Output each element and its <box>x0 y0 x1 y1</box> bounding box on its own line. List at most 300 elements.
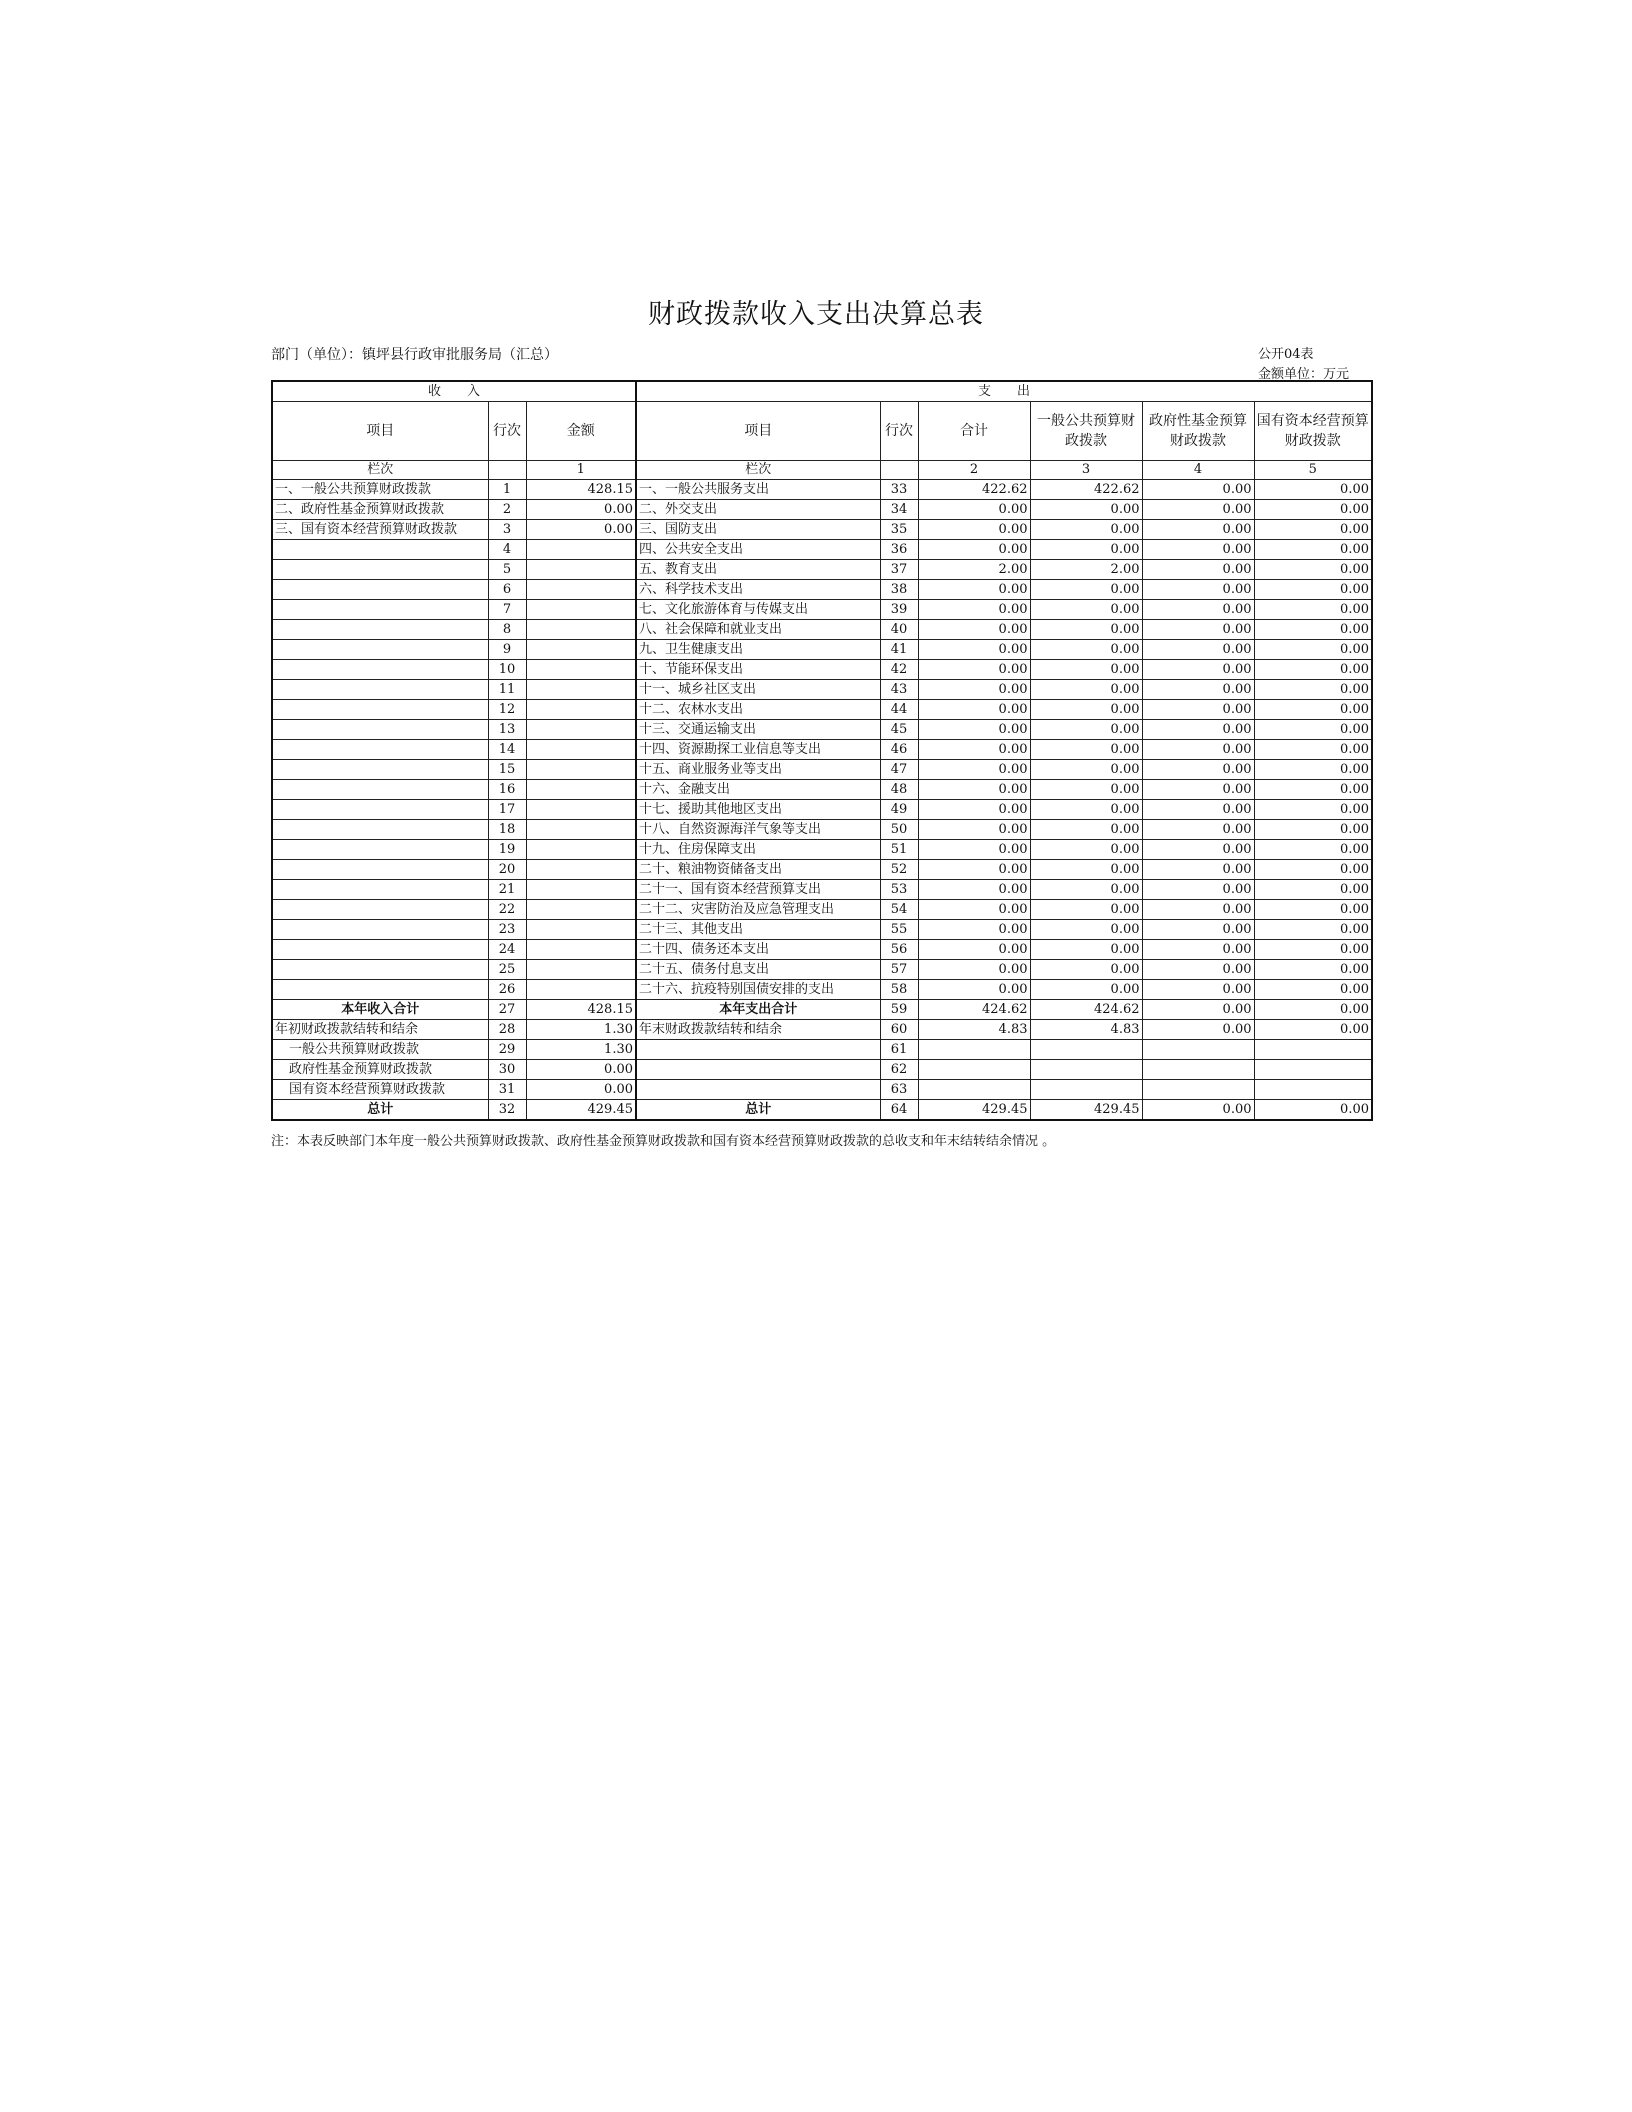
gov-fund-amount: 0.00 <box>1142 660 1254 680</box>
expense-item: 本年支出合计 <box>636 1000 880 1020</box>
gov-fund-amount: 0.00 <box>1142 1020 1254 1040</box>
expense-row-no: 62 <box>880 1060 918 1080</box>
expense-row-no: 35 <box>880 520 918 540</box>
state-capital-amount: 0.00 <box>1254 1100 1372 1121</box>
expense-item: 十一、城乡社区支出 <box>636 680 880 700</box>
table-row <box>272 580 1372 600</box>
expense-item: 十二、农林水支出 <box>636 700 880 720</box>
income-amount <box>526 580 636 600</box>
gov-fund-amount: 0.00 <box>1142 780 1254 800</box>
income-row-no: 20 <box>488 860 526 880</box>
col-5: 5 <box>1254 461 1372 480</box>
expense-row-no: 59 <box>880 1000 918 1020</box>
expense-total: 0.00 <box>918 760 1030 780</box>
table-row <box>272 640 1372 660</box>
income-amount: 428.15 <box>526 480 636 500</box>
report-title: 财政拨款收入支出决算总表 <box>648 299 984 330</box>
expense-total <box>918 1040 1030 1060</box>
expense-total: 0.00 <box>918 700 1030 720</box>
table-row <box>272 620 1372 640</box>
expense-item: 七、文化旅游体育与传媒支出 <box>636 600 880 620</box>
state-capital-amount: 0.00 <box>1254 840 1372 860</box>
income-amount <box>526 980 636 1000</box>
general-budget-amount: 0.00 <box>1030 700 1142 720</box>
income-row-no: 16 <box>488 780 526 800</box>
income-amount <box>526 760 636 780</box>
income-amount <box>526 680 636 700</box>
general-budget-amount <box>1030 1060 1142 1080</box>
expense-item: 二十三、其他支出 <box>636 920 880 940</box>
income-amount <box>526 780 636 800</box>
expense-item-header: 项目 <box>636 402 880 461</box>
general-budget-amount: 0.00 <box>1030 940 1142 960</box>
income-amount <box>526 880 636 900</box>
expense-total: 2.00 <box>918 560 1030 580</box>
expense-item: 六、科学技术支出 <box>636 580 880 600</box>
income-row-no: 7 <box>488 600 526 620</box>
income-amount: 0.00 <box>526 1060 636 1080</box>
gov-fund-amount <box>1142 1040 1254 1060</box>
expense-row-no: 48 <box>880 780 918 800</box>
income-row-no: 1 <box>488 480 526 500</box>
income-item <box>272 960 488 980</box>
col-3: 3 <box>1030 461 1142 480</box>
expense-row-no: 63 <box>880 1080 918 1100</box>
expense-total: 0.00 <box>918 820 1030 840</box>
state-capital-amount: 0.00 <box>1254 660 1372 680</box>
expense-total: 0.00 <box>918 720 1030 740</box>
expense-row-no: 49 <box>880 800 918 820</box>
gov-fund-amount: 0.00 <box>1142 720 1254 740</box>
expense-total: 0.00 <box>918 840 1030 860</box>
income-row-no: 26 <box>488 980 526 1000</box>
expense-row-no: 61 <box>880 1040 918 1060</box>
general-budget-amount: 2.00 <box>1030 560 1142 580</box>
expense-total: 0.00 <box>918 880 1030 900</box>
state-capital-amount: 0.00 <box>1254 960 1372 980</box>
income-item: 年初财政拨款结转和结余 <box>272 1020 488 1040</box>
table-row <box>272 700 1372 720</box>
income-row-no: 8 <box>488 620 526 640</box>
income-amount <box>526 940 636 960</box>
expense-item <box>636 1060 880 1080</box>
income-row-no: 4 <box>488 540 526 560</box>
expense-total: 0.00 <box>918 920 1030 940</box>
carry-row <box>272 1040 1372 1060</box>
income-amount <box>526 720 636 740</box>
expense-row-no: 51 <box>880 840 918 860</box>
expense-item: 十、节能环保支出 <box>636 660 880 680</box>
state-capital-header: 国有资本经营预算财政拨款 <box>1254 402 1372 461</box>
income-row-no: 31 <box>488 1080 526 1100</box>
income-item: 政府性基金预算财政拨款 <box>272 1060 488 1080</box>
general-budget-amount: 0.00 <box>1030 720 1142 740</box>
expense-row-no: 58 <box>880 980 918 1000</box>
total-header: 合计 <box>918 402 1030 461</box>
table-row <box>272 900 1372 920</box>
expense-total: 0.00 <box>918 940 1030 960</box>
income-item <box>272 900 488 920</box>
income-row-no: 11 <box>488 680 526 700</box>
state-capital-amount: 0.00 <box>1254 520 1372 540</box>
expense-total: 0.00 <box>918 680 1030 700</box>
expense-row-no: 44 <box>880 700 918 720</box>
expense-total: 0.00 <box>918 520 1030 540</box>
general-budget-amount: 0.00 <box>1030 500 1142 520</box>
department-label: 部门（单位）：镇坪县行政审批服务局（汇总） <box>271 347 558 363</box>
expense-row-no: 45 <box>880 720 918 740</box>
table-row <box>272 880 1372 900</box>
general-budget-amount: 0.00 <box>1030 540 1142 560</box>
income-item <box>272 880 488 900</box>
income-item: 一般公共预算财政拨款 <box>272 1040 488 1060</box>
gov-fund-amount: 0.00 <box>1142 560 1254 580</box>
table-row <box>272 800 1372 820</box>
gov-fund-amount: 0.00 <box>1142 880 1254 900</box>
gov-fund-amount: 0.00 <box>1142 640 1254 660</box>
table-row <box>272 960 1372 980</box>
general-budget-amount: 0.00 <box>1030 620 1142 640</box>
state-capital-amount: 0.00 <box>1254 700 1372 720</box>
gov-fund-amount: 0.00 <box>1142 1100 1254 1121</box>
gov-fund-amount: 0.00 <box>1142 840 1254 860</box>
expense-total: 0.00 <box>918 780 1030 800</box>
table-row <box>272 840 1372 860</box>
table-row <box>272 740 1372 760</box>
table-row <box>272 660 1372 680</box>
income-amount <box>526 740 636 760</box>
income-item: 国有资本经营预算财政拨款 <box>272 1080 488 1100</box>
income-item <box>272 680 488 700</box>
table-row <box>272 940 1372 960</box>
gov-fund-amount: 0.00 <box>1142 900 1254 920</box>
income-item <box>272 940 488 960</box>
expense-total <box>918 1060 1030 1080</box>
general-budget-amount: 0.00 <box>1030 780 1142 800</box>
expense-item: 十七、援助其他地区支出 <box>636 800 880 820</box>
income-amount: 0.00 <box>526 520 636 540</box>
general-budget-amount <box>1030 1080 1142 1100</box>
expense-total: 0.00 <box>918 580 1030 600</box>
expense-item: 二十、粮油物资储备支出 <box>636 860 880 880</box>
income-amount <box>526 660 636 680</box>
general-budget-header: 一般公共预算财政拨款 <box>1030 402 1142 461</box>
general-budget-amount: 0.00 <box>1030 860 1142 880</box>
state-capital-amount: 0.00 <box>1254 720 1372 740</box>
gov-fund-amount: 0.00 <box>1142 580 1254 600</box>
expense-item: 二十四、债务还本支出 <box>636 940 880 960</box>
income-amount <box>526 860 636 880</box>
expense-row-no: 46 <box>880 740 918 760</box>
expense-item <box>636 1080 880 1100</box>
gov-fund-amount: 0.00 <box>1142 480 1254 500</box>
gov-fund-amount: 0.00 <box>1142 800 1254 820</box>
state-capital-amount: 0.00 <box>1254 780 1372 800</box>
income-row-no: 19 <box>488 840 526 860</box>
expense-total: 0.00 <box>918 860 1030 880</box>
income-row-no: 28 <box>488 1020 526 1040</box>
carry-row <box>272 1020 1372 1040</box>
income-amount <box>526 700 636 720</box>
gov-fund-amount: 0.00 <box>1142 940 1254 960</box>
table-row <box>272 780 1372 800</box>
income-amount <box>526 920 636 940</box>
general-budget-amount: 0.00 <box>1030 920 1142 940</box>
state-capital-amount: 0.00 <box>1254 800 1372 820</box>
state-capital-amount: 0.00 <box>1254 620 1372 640</box>
expense-row-no: 54 <box>880 900 918 920</box>
income-item: 二、政府性基金预算财政拨款 <box>272 500 488 520</box>
general-budget-amount: 0.00 <box>1030 680 1142 700</box>
state-capital-amount: 0.00 <box>1254 940 1372 960</box>
expense-row-no: 42 <box>880 660 918 680</box>
expense-row-no: 39 <box>880 600 918 620</box>
general-budget-amount: 0.00 <box>1030 800 1142 820</box>
state-capital-amount: 0.00 <box>1254 900 1372 920</box>
income-amount <box>526 960 636 980</box>
expense-total: 0.00 <box>918 540 1030 560</box>
general-budget-amount: 0.00 <box>1030 740 1142 760</box>
expense-total: 0.00 <box>918 800 1030 820</box>
income-col-label: 栏次 <box>272 461 488 480</box>
income-row-no: 6 <box>488 580 526 600</box>
state-capital-amount: 0.00 <box>1254 1000 1372 1020</box>
subtotal-row <box>272 1000 1372 1020</box>
expense-row-no: 64 <box>880 1100 918 1121</box>
expense-item: 四、公共安全支出 <box>636 540 880 560</box>
income-row-no: 2 <box>488 500 526 520</box>
gov-fund-amount: 0.00 <box>1142 600 1254 620</box>
state-capital-amount: 0.00 <box>1254 740 1372 760</box>
gov-fund-amount: 0.00 <box>1142 860 1254 880</box>
gov-fund-amount: 0.00 <box>1142 960 1254 980</box>
expense-row-no-header: 行次 <box>880 402 918 461</box>
expense-item: 二、外交支出 <box>636 500 880 520</box>
income-amount: 0.00 <box>526 500 636 520</box>
state-capital-amount: 0.00 <box>1254 600 1372 620</box>
general-budget-amount <box>1030 1040 1142 1060</box>
gov-fund-amount <box>1142 1080 1254 1100</box>
general-budget-amount: 0.00 <box>1030 980 1142 1000</box>
form-number: 公开04表 <box>1258 347 1314 362</box>
state-capital-amount: 0.00 <box>1254 980 1372 1000</box>
table-row <box>272 540 1372 560</box>
income-row-no: 12 <box>488 700 526 720</box>
income-row-no: 3 <box>488 520 526 540</box>
expense-row-no: 40 <box>880 620 918 640</box>
income-item <box>272 560 488 580</box>
expense-item: 九、卫生健康支出 <box>636 640 880 660</box>
state-capital-amount: 0.00 <box>1254 500 1372 520</box>
table-row <box>272 600 1372 620</box>
expense-total: 0.00 <box>918 600 1030 620</box>
table-row <box>272 760 1372 780</box>
expense-total: 429.45 <box>918 1100 1030 1121</box>
gov-fund-amount: 0.00 <box>1142 700 1254 720</box>
expense-item: 一、一般公共服务支出 <box>636 480 880 500</box>
gov-fund-amount: 0.00 <box>1142 760 1254 780</box>
table-row <box>272 520 1372 540</box>
income-item <box>272 740 488 760</box>
income-item <box>272 700 488 720</box>
income-item <box>272 860 488 880</box>
table-row <box>272 820 1372 840</box>
income-item <box>272 720 488 740</box>
general-budget-amount: 4.83 <box>1030 1020 1142 1040</box>
gov-fund-amount: 0.00 <box>1142 520 1254 540</box>
expense-item: 十五、商业服务业等支出 <box>636 760 880 780</box>
state-capital-amount: 0.00 <box>1254 920 1372 940</box>
expense-row-no: 38 <box>880 580 918 600</box>
expense-total: 4.83 <box>918 1020 1030 1040</box>
income-amount: 1.30 <box>526 1040 636 1060</box>
state-capital-amount <box>1254 1040 1372 1060</box>
income-row-no: 29 <box>488 1040 526 1060</box>
general-budget-amount: 0.00 <box>1030 960 1142 980</box>
expense-total: 0.00 <box>918 500 1030 520</box>
gov-fund-amount: 0.00 <box>1142 1000 1254 1020</box>
table-row <box>272 680 1372 700</box>
income-row-no: 17 <box>488 800 526 820</box>
income-row-no: 25 <box>488 960 526 980</box>
expense-col-label: 栏次 <box>636 461 880 480</box>
general-budget-amount: 0.00 <box>1030 880 1142 900</box>
grand-total-row <box>272 1100 1372 1121</box>
state-capital-amount <box>1254 1060 1372 1080</box>
expense-item: 年末财政拨款结转和结余 <box>636 1020 880 1040</box>
state-capital-amount: 0.00 <box>1254 480 1372 500</box>
income-item <box>272 640 488 660</box>
footnote: 注：本表反映部门本年度一般公共预算财政拨款、政府性基金预算财政拨款和国有资本经营预算财政拨款的总收支和年末结转结余情况 。 <box>271 1134 1056 1149</box>
expense-item: 五、教育支出 <box>636 560 880 580</box>
income-row-no: 5 <box>488 560 526 580</box>
state-capital-amount: 0.00 <box>1254 640 1372 660</box>
general-budget-amount: 0.00 <box>1030 820 1142 840</box>
amount-unit: 金额单位：万元 <box>1258 367 1350 382</box>
income-row-no: 13 <box>488 720 526 740</box>
income-item <box>272 920 488 940</box>
income-item <box>272 980 488 1000</box>
general-budget-amount: 0.00 <box>1030 660 1142 680</box>
gov-fund-amount: 0.00 <box>1142 980 1254 1000</box>
expense-item: 十九、住房保障支出 <box>636 840 880 860</box>
income-row-no: 32 <box>488 1100 526 1121</box>
table-row <box>272 980 1372 1000</box>
general-budget-amount: 0.00 <box>1030 600 1142 620</box>
expense-row-no: 37 <box>880 560 918 580</box>
income-amount-header: 金额 <box>526 402 636 461</box>
expense-item: 十四、资源勘探工业信息等支出 <box>636 740 880 760</box>
income-amount <box>526 840 636 860</box>
expense-total: 0.00 <box>918 960 1030 980</box>
general-budget-amount: 0.00 <box>1030 520 1142 540</box>
income-amount <box>526 900 636 920</box>
income-amount <box>526 600 636 620</box>
state-capital-amount: 0.00 <box>1254 560 1372 580</box>
income-item: 总计 <box>272 1100 488 1121</box>
income-item <box>272 820 488 840</box>
income-amount: 428.15 <box>526 1000 636 1020</box>
expense-row-no: 43 <box>880 680 918 700</box>
expense-total: 0.00 <box>918 640 1030 660</box>
income-item: 三、国有资本经营预算财政拨款 <box>272 520 488 540</box>
income-row-no: 27 <box>488 1000 526 1020</box>
income-item <box>272 620 488 640</box>
income-row-no: 15 <box>488 760 526 780</box>
expense-row-no: 34 <box>880 500 918 520</box>
section-header-row <box>272 381 1372 402</box>
income-amount <box>526 620 636 640</box>
income-item <box>272 580 488 600</box>
carry-row <box>272 1060 1372 1080</box>
state-capital-amount: 0.00 <box>1254 880 1372 900</box>
income-section-header: 收 入 <box>272 381 636 402</box>
income-col-1: 1 <box>526 461 636 480</box>
table-row <box>272 500 1372 520</box>
state-capital-amount: 0.00 <box>1254 860 1372 880</box>
budget-summary-table <box>271 380 1373 1121</box>
income-amount: 0.00 <box>526 1080 636 1100</box>
general-budget-amount: 0.00 <box>1030 640 1142 660</box>
income-item <box>272 760 488 780</box>
state-capital-amount <box>1254 1080 1372 1100</box>
general-budget-amount: 0.00 <box>1030 760 1142 780</box>
expense-item: 十八、自然资源海洋气象等支出 <box>636 820 880 840</box>
income-row-no: 9 <box>488 640 526 660</box>
gov-fund-amount: 0.00 <box>1142 540 1254 560</box>
expense-row-no: 41 <box>880 640 918 660</box>
expense-row-no: 52 <box>880 860 918 880</box>
expense-row-no: 50 <box>880 820 918 840</box>
column-index-row <box>272 461 1372 480</box>
income-row-no: 21 <box>488 880 526 900</box>
expense-section-header: 支 出 <box>636 381 1372 402</box>
income-amount <box>526 820 636 840</box>
state-capital-amount: 0.00 <box>1254 680 1372 700</box>
expense-row-no: 55 <box>880 920 918 940</box>
column-header-row <box>272 402 1372 461</box>
table-row <box>272 480 1372 500</box>
income-item <box>272 840 488 860</box>
general-budget-amount: 429.45 <box>1030 1100 1142 1121</box>
expense-total: 0.00 <box>918 620 1030 640</box>
expense-total: 0.00 <box>918 900 1030 920</box>
expense-item: 二十六、抗疫特别国债安排的支出 <box>636 980 880 1000</box>
income-item: 本年收入合计 <box>272 1000 488 1020</box>
expense-row-no: 53 <box>880 880 918 900</box>
expense-item: 三、国防支出 <box>636 520 880 540</box>
expense-row-no: 60 <box>880 1020 918 1040</box>
expense-item: 总计 <box>636 1100 880 1121</box>
income-item <box>272 780 488 800</box>
gov-fund-amount: 0.00 <box>1142 740 1254 760</box>
expense-total: 424.62 <box>918 1000 1030 1020</box>
income-amount <box>526 640 636 660</box>
income-row-no: 14 <box>488 740 526 760</box>
state-capital-amount: 0.00 <box>1254 1020 1372 1040</box>
expense-row-no: 56 <box>880 940 918 960</box>
income-amount: 1.30 <box>526 1020 636 1040</box>
table-row <box>272 920 1372 940</box>
income-row-no-header: 行次 <box>488 402 526 461</box>
expense-total: 0.00 <box>918 980 1030 1000</box>
state-capital-amount: 0.00 <box>1254 580 1372 600</box>
income-amount <box>526 540 636 560</box>
state-capital-amount: 0.00 <box>1254 540 1372 560</box>
income-item <box>272 540 488 560</box>
table-row <box>272 720 1372 740</box>
expense-item: 二十五、债务付息支出 <box>636 960 880 980</box>
